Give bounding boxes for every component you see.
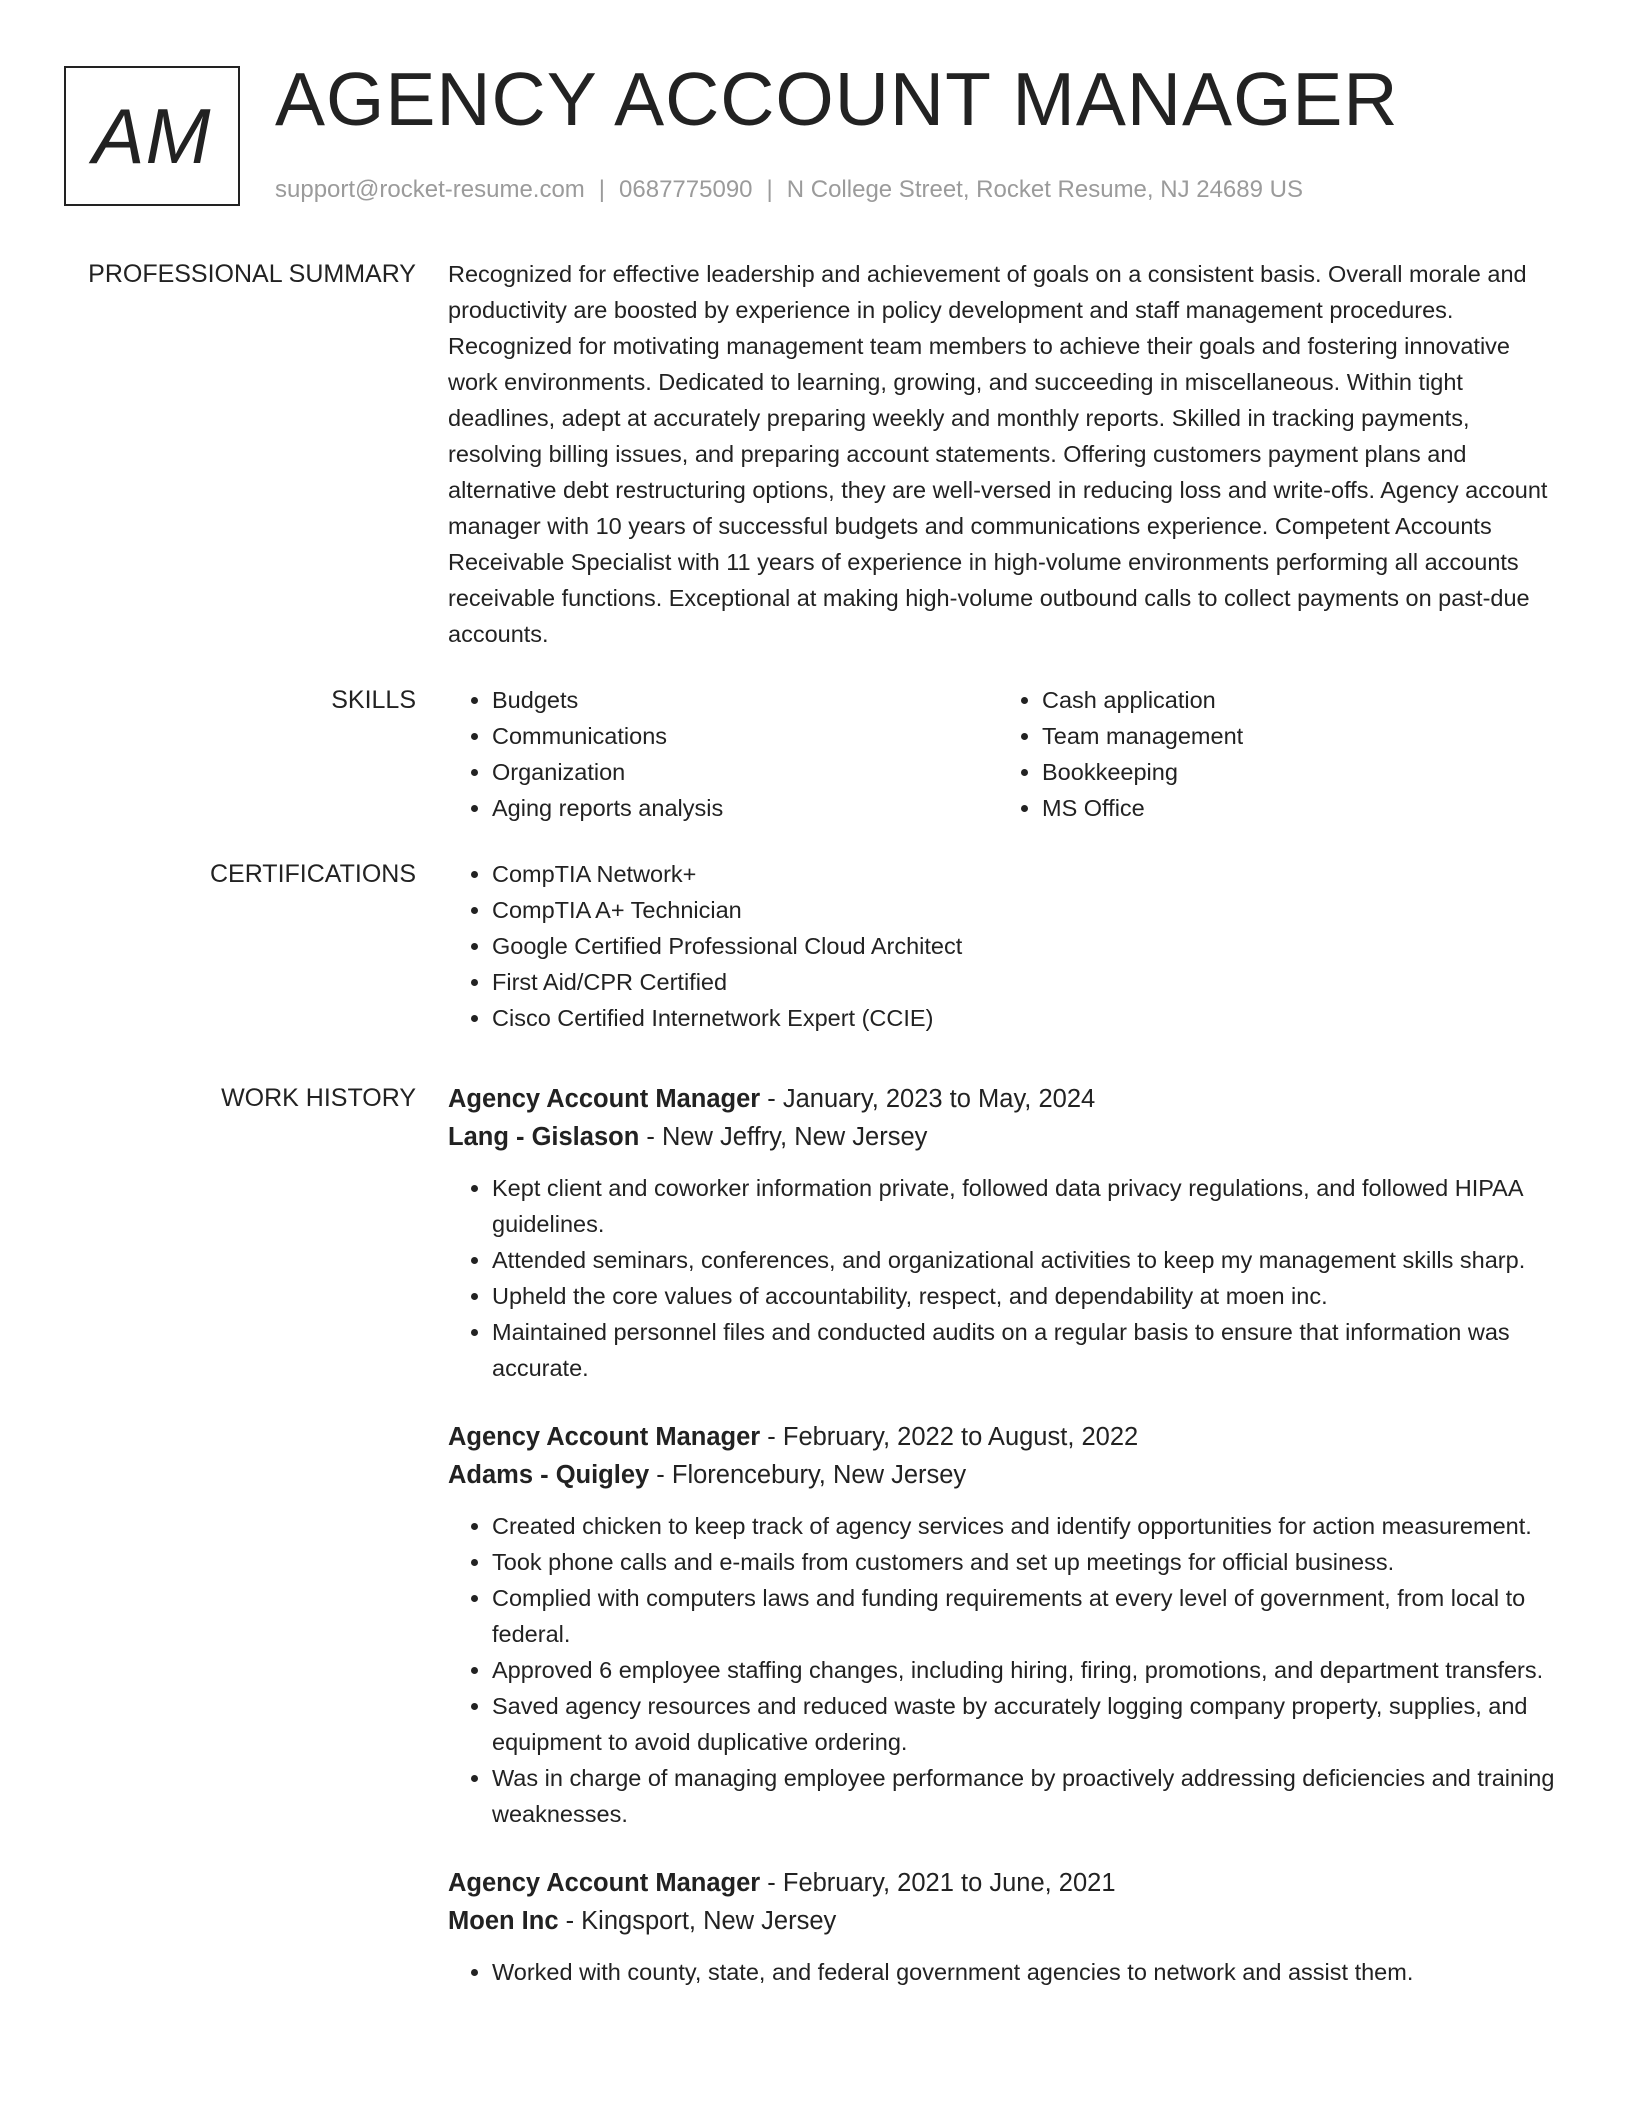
job-bullet: • Saved agency resources and reduced waste by accurately logging company property, supplies, and equipment to avoid duplicative ordering. <box>492 1688 1564 1760</box>
skill-item: • Cash application <box>1042 682 1548 718</box>
job-location: - Florencebury, New Jersey <box>649 1461 967 1489</box>
candidate-title: AGENCY ACCOUNT MANAGER <box>275 57 1399 141</box>
certification-item: • First Aid/CPR Certified <box>492 964 1564 1000</box>
certifications-list <box>448 856 1564 1036</box>
job-role: Agency Account Manager <box>448 1085 761 1113</box>
monogram-initials: AM <box>92 91 212 180</box>
skill-item: • Aging reports analysis <box>492 790 998 826</box>
skill-item: • Team management <box>1042 718 1548 754</box>
skill-item: • Budgets <box>492 682 998 718</box>
certifications-body <box>448 856 1564 1036</box>
job-bullet: • Was in charge of managing employee performance by proactively addressing deficiencies and training weaknesses. <box>492 1760 1564 1832</box>
job-role: Agency Account Manager <box>448 1423 761 1451</box>
skill-item: • Communications <box>492 718 998 754</box>
job-entry <box>448 1418 1564 1832</box>
contact-email[interactable]: support@rocket-resume.com <box>275 176 585 203</box>
certification-item: • CompTIA Network+ <box>492 856 1564 892</box>
job-bullets <box>448 1508 1564 1832</box>
contact-separator: | <box>598 176 606 203</box>
contact-line <box>275 176 1303 204</box>
job-company-line <box>448 1118 1564 1156</box>
summary-body <box>448 256 1564 652</box>
job-dates: - January, 2023 to May, 2024 <box>760 1085 1096 1113</box>
job-bullet: • Upheld the core values of accountability, respect, and dependability at moen inc. <box>492 1278 1564 1314</box>
skill-item: • Bookkeeping <box>1042 754 1548 790</box>
job-entry <box>448 1864 1564 1990</box>
job-role-line <box>448 1080 1564 1118</box>
job-dates: - February, 2022 to August, 2022 <box>760 1423 1139 1451</box>
job-bullets <box>448 1170 1564 1386</box>
summary-text: Recognized for effective leadership and achievement of goals on a consistent basis. Overall morale and productivity are boosted by experience in policy development and staff management procedures. Recognized for motivating management team members to achieve their goals and fostering innovative work environments. Dedicated to learning, growing, and succeeding in miscellaneous. Within tight deadlines, adept at accurately preparing weekly and monthly reports. Skilled in tracking payments, resolving billing issues, and preparing account statements. Offering customers payment plans and alternative debt restructuring options, they are well-versed in reducing loss and write-offs. Agency account manager with 10 years of successful budgets and communications experience. Competent Accounts Receivable Specialist with 11 years of experience in high-volume environments performing all accounts receivable functions. Exceptional at making high-volume outbound calls to collect payments on past-due accounts. <box>448 261 1548 647</box>
certifications-heading: CERTIFICATIONS <box>209 860 416 888</box>
job-location: - New Jeffry, New Jersey <box>639 1123 928 1151</box>
job-company-line <box>448 1902 1564 1940</box>
job-dates: - February, 2021 to June, 2021 <box>760 1869 1116 1897</box>
skills-list-right <box>998 682 1548 826</box>
skill-item: • Organization <box>492 754 998 790</box>
work-history-heading: WORK HISTORY <box>221 1084 416 1112</box>
work-history-body <box>448 1080 1564 2022</box>
contact-address: N College Street, Rocket Resume, NJ 24689 US <box>786 176 1303 203</box>
job-company: Adams - Quigley <box>448 1461 650 1489</box>
job-company: Lang - Gislason <box>448 1123 640 1151</box>
job-bullet: • Complied with computers laws and funding requirements at every level of government, from local to federal. <box>492 1580 1564 1652</box>
job-bullet: • Kept client and coworker information private, followed data privacy regulations, and followed HIPAA guidelines. <box>492 1170 1564 1242</box>
job-company: Moen Inc <box>448 1907 559 1935</box>
summary-heading: PROFESSIONAL SUMMARY <box>88 260 416 288</box>
certification-item: • CompTIA A+ Technician <box>492 892 1564 928</box>
certification-item: • Cisco Certified Internetwork Expert (CCIE) <box>492 1000 1564 1036</box>
job-entry <box>448 1080 1564 1386</box>
contact-phone[interactable]: 0687775090 <box>619 176 753 203</box>
job-role-line <box>448 1418 1564 1456</box>
job-bullet: • Attended seminars, conferences, and organizational activities to keep my management skills sharp. <box>492 1242 1564 1278</box>
job-role: Agency Account Manager <box>448 1869 761 1897</box>
skills-body <box>448 682 1564 826</box>
job-bullet: • Created chicken to keep track of agency services and identify opportunities for action measurement. <box>492 1508 1564 1544</box>
monogram-box <box>64 66 240 206</box>
job-bullet: • Took phone calls and e-mails from customers and set up meetings for official business. <box>492 1544 1564 1580</box>
job-role-line <box>448 1864 1564 1902</box>
job-company-line <box>448 1456 1564 1494</box>
job-bullets <box>448 1954 1564 1990</box>
certification-item: • Google Certified Professional Cloud Architect <box>492 928 1564 964</box>
job-bullet: • Approved 6 employee staffing changes, including hiring, firing, promotions, and department transfers. <box>492 1652 1564 1688</box>
contact-separator: | <box>766 176 773 203</box>
skills-heading: SKILLS <box>331 686 416 714</box>
job-bullet: • Worked with county, state, and federal government agencies to network and assist them. <box>492 1954 1564 1990</box>
job-bullet: • Maintained personnel files and conducted audits on a regular basis to ensure that information was accurate. <box>492 1314 1564 1386</box>
job-location: - Kingsport, New Jersey <box>558 1907 837 1935</box>
skills-list-left <box>448 682 998 826</box>
skill-item: • MS Office <box>1042 790 1548 826</box>
